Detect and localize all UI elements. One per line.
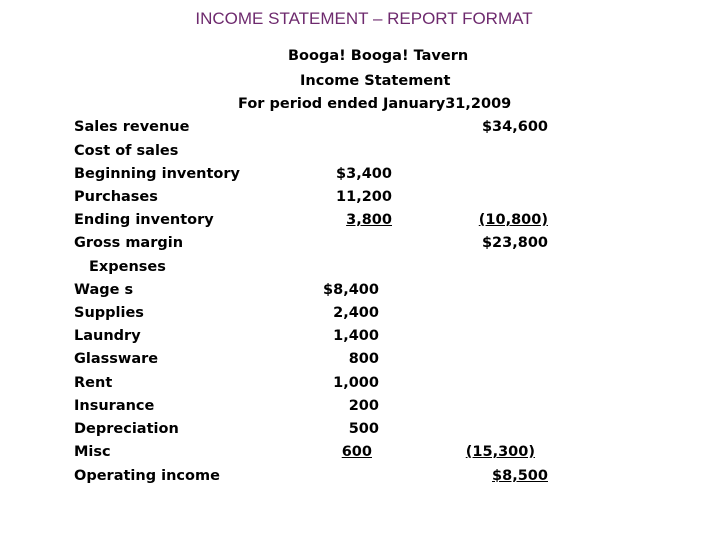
row-label: Sales revenue bbox=[74, 119, 190, 135]
table-row bbox=[0, 351, 728, 373]
row-label: Misc bbox=[74, 444, 111, 460]
amount-detail: 800 bbox=[348, 351, 379, 367]
amount-detail: 11,200 bbox=[336, 189, 392, 205]
amount-detail: 1,400 bbox=[333, 328, 379, 344]
amount-total: (15,300) bbox=[465, 444, 535, 460]
row-label: Supplies bbox=[74, 305, 144, 321]
table-row bbox=[0, 282, 728, 304]
amount-detail: 500 bbox=[348, 421, 379, 437]
table-row bbox=[0, 468, 728, 490]
amount-total: $23,800 bbox=[481, 235, 548, 251]
row-label: Depreciation bbox=[74, 421, 179, 437]
table-row bbox=[0, 444, 728, 466]
company-name: Booga! Booga! Tavern bbox=[288, 48, 469, 64]
table-row bbox=[0, 235, 728, 257]
table-row bbox=[0, 166, 728, 188]
row-label: Glassware bbox=[74, 351, 159, 367]
table-row bbox=[0, 189, 728, 211]
amount-detail: 2,400 bbox=[333, 305, 379, 321]
amount-detail: 3,800 bbox=[346, 212, 392, 228]
table-row bbox=[0, 143, 728, 165]
amount-detail: $8,400 bbox=[323, 282, 379, 298]
row-label: Beginning inventory bbox=[74, 166, 240, 182]
table-row bbox=[0, 259, 728, 281]
amount-total: (10,800) bbox=[478, 212, 548, 228]
section-label: Expenses bbox=[89, 259, 166, 275]
row-label: Purchases bbox=[74, 189, 158, 205]
statement-name: Income Statement bbox=[300, 73, 451, 89]
amount-total: $34,600 bbox=[481, 119, 548, 135]
row-label: Ending inventory bbox=[74, 212, 214, 228]
row-label: Gross margin bbox=[74, 235, 184, 251]
table-row bbox=[0, 421, 728, 443]
table-row bbox=[0, 212, 728, 234]
amount-detail: $3,400 bbox=[336, 166, 392, 182]
row-label: Insurance bbox=[74, 398, 155, 414]
row-label: Laundry bbox=[74, 328, 141, 344]
row-label: Operating income bbox=[74, 468, 220, 484]
amount-detail: 200 bbox=[348, 398, 379, 414]
amount-total: $8,500 bbox=[492, 468, 548, 484]
table-row bbox=[0, 119, 728, 141]
table-row bbox=[0, 398, 728, 420]
table-row bbox=[0, 375, 728, 397]
table-row bbox=[0, 328, 728, 350]
amount-detail: 600 bbox=[341, 444, 372, 460]
statement-period: For period ended January31,2009 bbox=[238, 96, 512, 112]
row-label: Wage s bbox=[74, 282, 134, 298]
row-label: Rent bbox=[74, 375, 113, 391]
table-row bbox=[0, 305, 728, 327]
slide-title: INCOME STATEMENT – REPORT FORMAT bbox=[195, 9, 533, 28]
row-label: Cost of sales bbox=[74, 143, 179, 159]
amount-detail: 1,000 bbox=[333, 375, 379, 391]
